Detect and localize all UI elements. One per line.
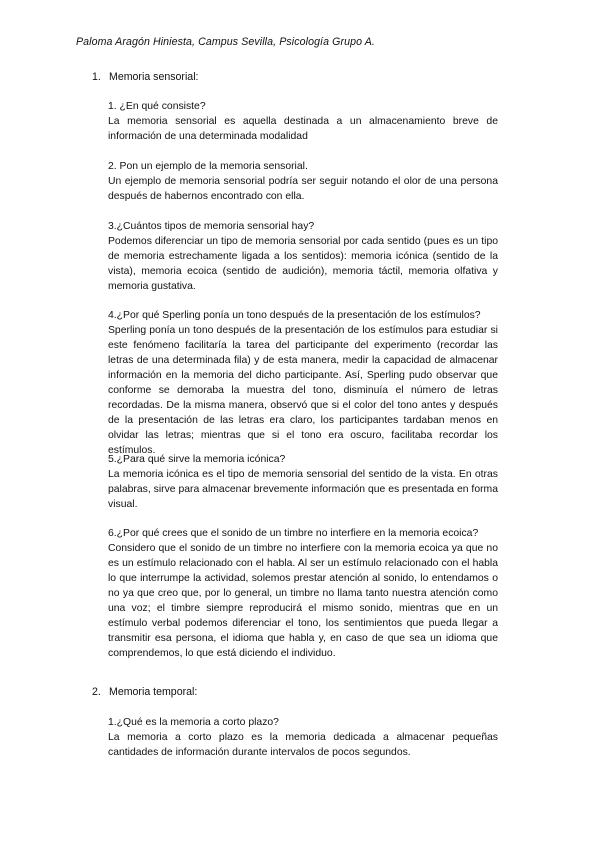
answer-text: Podemos diferenciar un tipo de memoria sensorial por cada sentido (pues es un tipo de memoria estrechamente ligada a los sentidos): memoria icónica (sentido de la vista), memoria ecoica (sentido de audición), memoria táctil, memoria olfativa y memoria gustativa. — [108, 236, 498, 292]
question-text: 5.¿Para qué sirve la memoria icónica? — [108, 454, 286, 465]
question-text: 4.¿Por qué Sperling ponía un tono después de la presentación de los estímulos? — [108, 310, 481, 321]
question-text: 1.¿Qué es la memoria a corto plazo? — [108, 717, 279, 728]
section-title-text: Memoria sensorial: — [109, 71, 199, 83]
question-text: 1. ¿En qué consiste? — [108, 101, 206, 112]
page-header: Paloma Aragón Hiniesta, Campus Sevilla, Psicología Grupo A. — [76, 36, 375, 48]
section-number: 1. — [92, 71, 101, 83]
answer-text: La memoria icónica es el tipo de memoria sensorial del sentido de la vista. En otras palabras, sirve para almacenar brevemente información que es presentada en forma visual. — [108, 469, 498, 510]
question-text: 2. Pon un ejemplo de la memoria sensorial. — [108, 161, 308, 172]
question-text: 6.¿Por qué crees que el sonido de un timbre no interfiere en la memoria ecoica? — [108, 528, 479, 539]
answer-text: La memoria a corto plazo es la memoria dedicada a almacenar pequeñas cantidades de información durante intervalos de pocos segundos. — [108, 732, 498, 758]
section-number: 2. — [92, 686, 101, 698]
question-block — [108, 219, 498, 294]
question-block — [108, 99, 498, 144]
question-block — [108, 526, 498, 661]
section-title-memoria-sensorial — [92, 71, 199, 83]
question-block — [108, 308, 498, 458]
answer-text: La memoria sensorial es aquella destinada a un almacenamiento breve de información de una determinada modalidad — [108, 116, 498, 142]
question-block — [108, 452, 498, 512]
answer-text: Considero que el sonido de un timbre no interfiere con la memoria ecoica ya que no es un estímulo relacionado con el habla. Al ser un estímulo relacionado con el habla lo que interrumpe la actividad, solemos prestar atención al sonido, lo entendamos o no ya que creo que, por lo general, un timbre no llama tanto nuestra atención como una voz; el timbre siempre reproducirá el mismo sonido, mientras que en un estímulo verbal podemos diferenciar el tono, los sentimientos que pueda llegar a transmitir esa persona, el idioma que habla y, en caso de que sea un idioma que comprendemos, lo que está diciendo el individuo. — [108, 543, 498, 659]
question-block — [108, 159, 498, 204]
section-title-text: Memoria temporal: — [109, 686, 198, 698]
question-text: 3.¿Cuántos tipos de memoria sensorial hay? — [108, 221, 315, 232]
question-block — [108, 715, 498, 760]
section-title-memoria-temporal — [92, 686, 197, 698]
answer-text: Sperling ponía un tono después de la presentación de los estímulos para estudiar si este fenómeno facilitaría la tarea del participante del experimento (recordar las letras de una determinada fila) y de esta manera, medir la capacidad de almacenar información en la memoria del dicho participante. Así, Sperling pudo observar que conforme se demoraba la muestra del tono, disminuía el número de letras recordadas. De la misma manera, observó que si el color del tono antes y después de la presentación de las letras era claro, los participantes tardaban menos en olvidar las letras; mientras que si el tono era oscuro, facilitaba recordar los estímulos. — [108, 325, 498, 456]
answer-text: Un ejemplo de memoria sensorial podría ser seguir notando el olor de una persona después de habernos encontrado con ella. — [108, 176, 498, 202]
